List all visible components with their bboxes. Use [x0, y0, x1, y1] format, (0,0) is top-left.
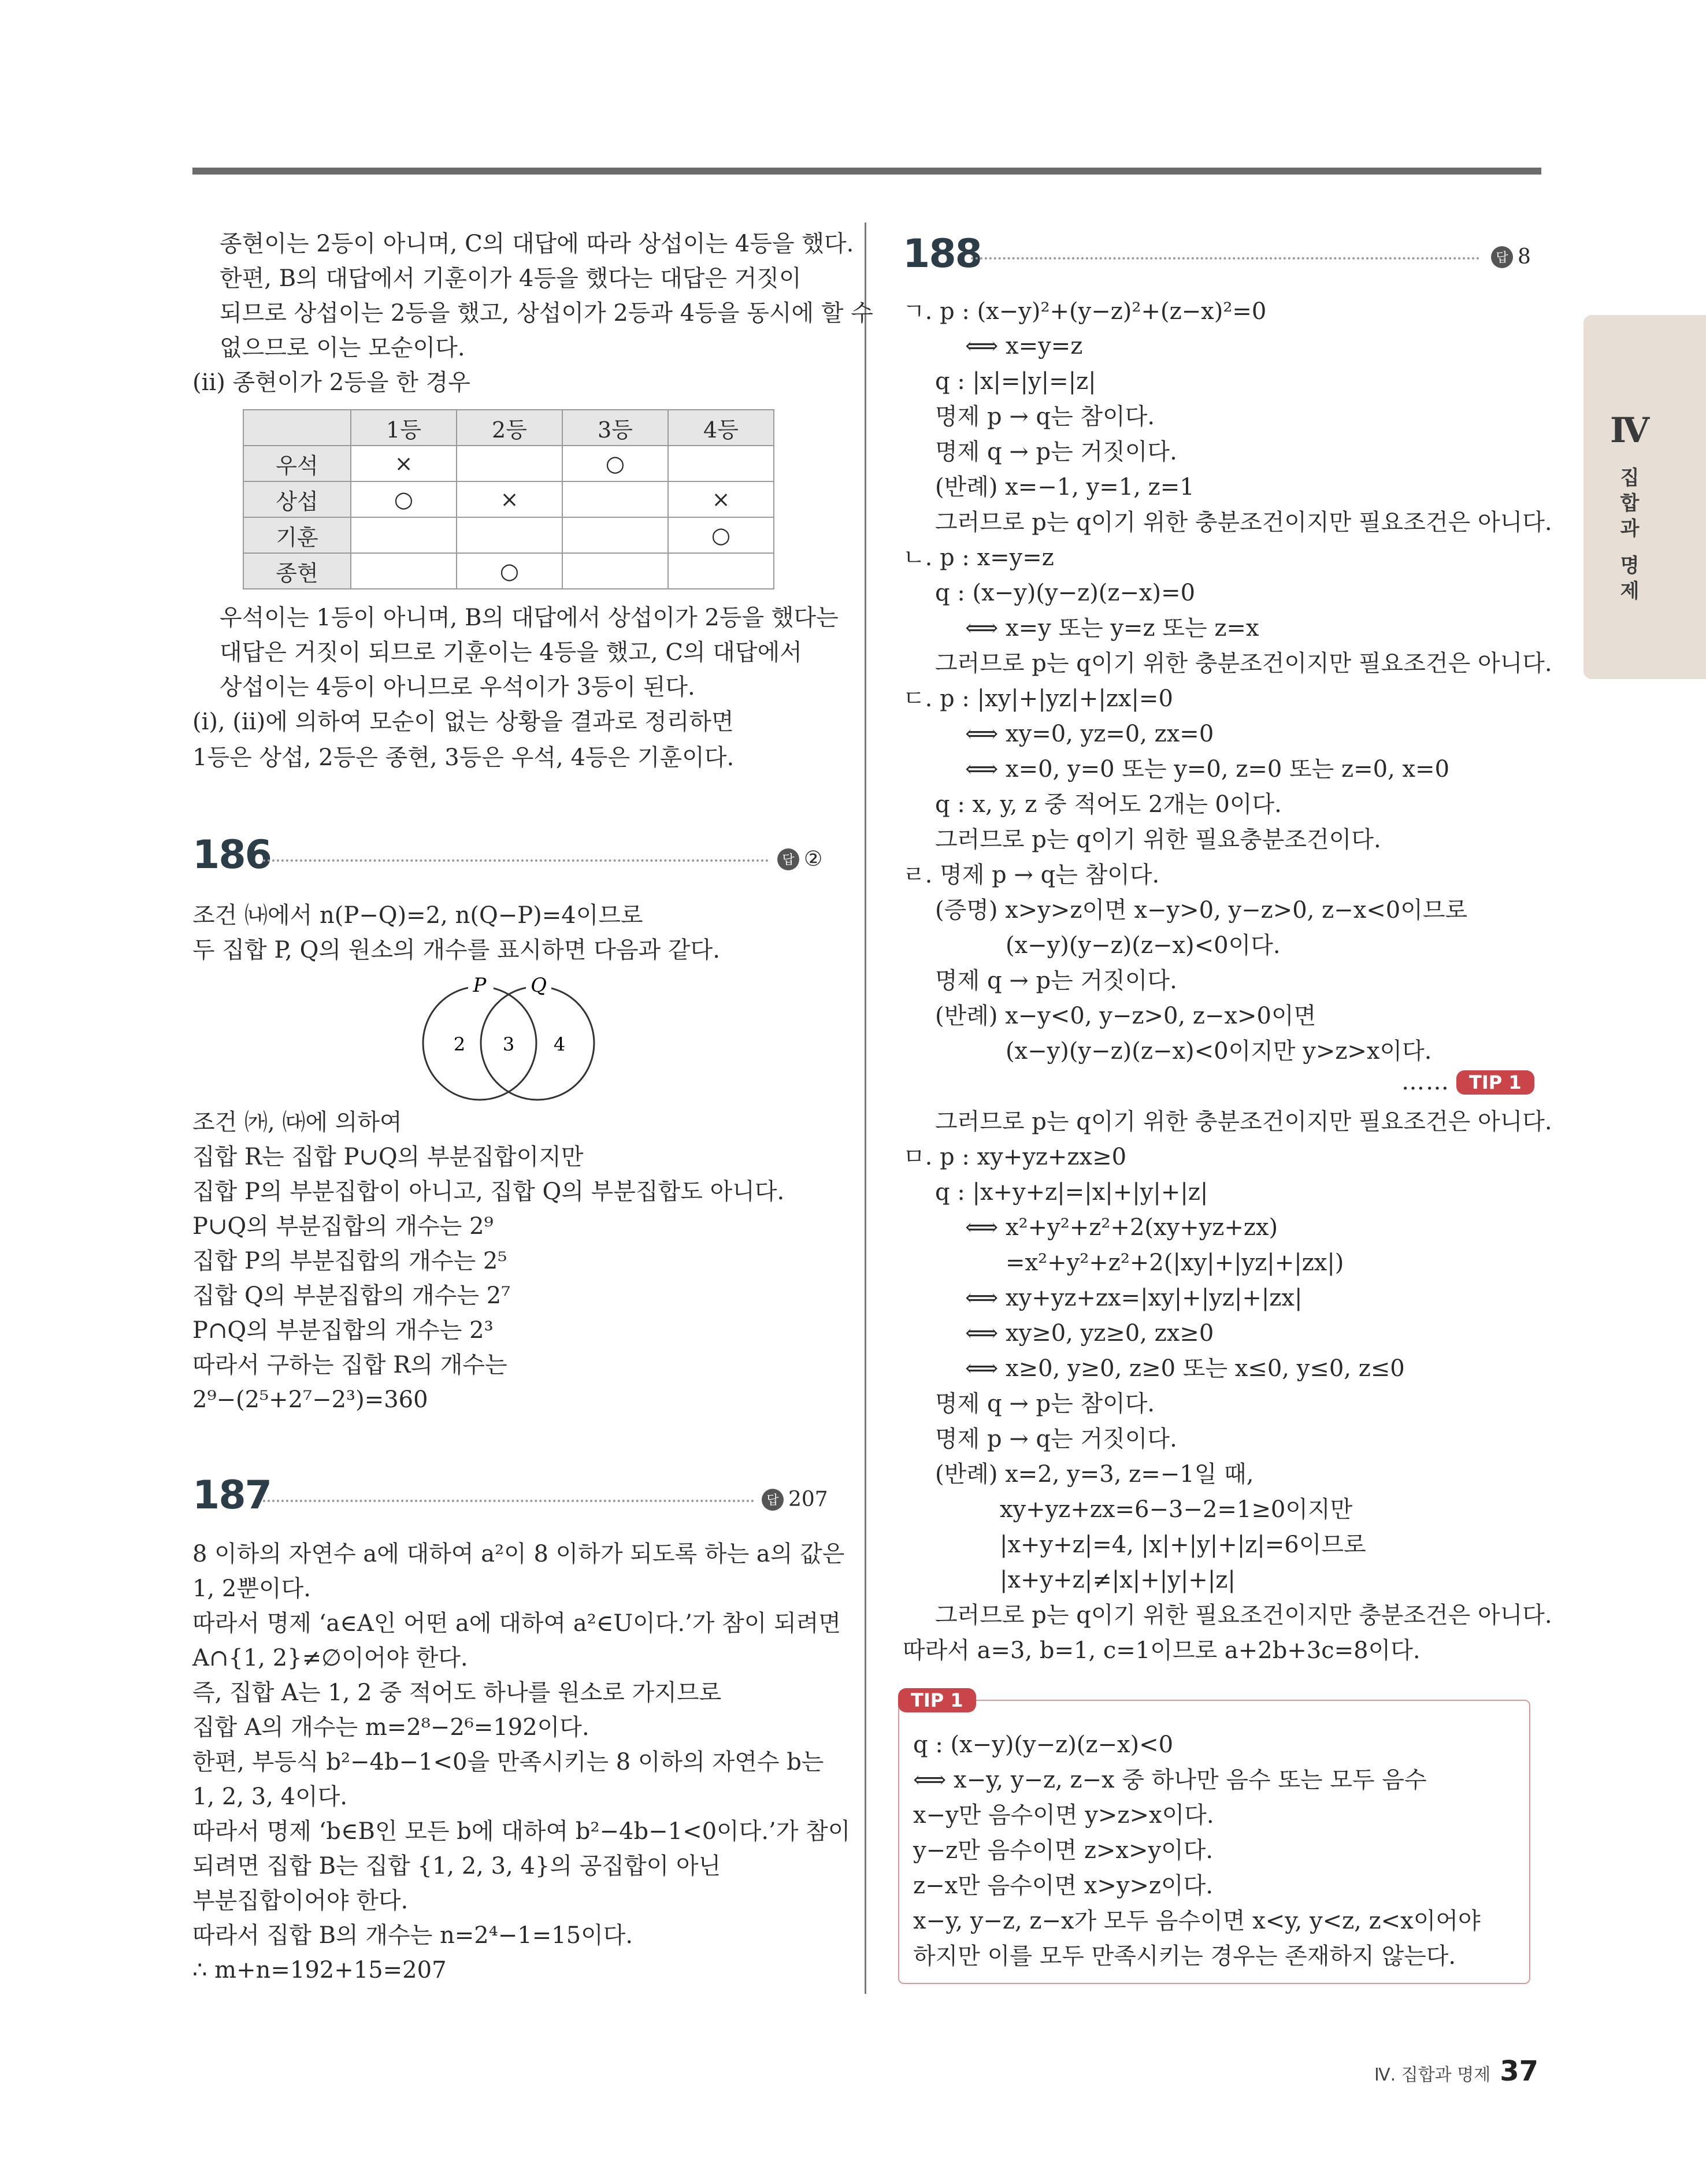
text-line: 1, 2뿐이다.: [192, 1575, 311, 1602]
text-line: 8 이하의 자연수 a에 대하여 a²이 8 이하가 되도록 하는 a의 값은: [192, 1541, 845, 1567]
text-line: q : x, y, z 중 적어도 2개는 0이다.: [935, 791, 1282, 818]
text-line: ……: [1401, 1069, 1450, 1095]
venn-diagram: [416, 977, 607, 1104]
rank-table: [243, 409, 774, 589]
top-rule: [192, 168, 1541, 175]
text-line: (ⅰ), (ⅱ)에 의하여 모순이 없는 상황을 결과로 정리하면: [192, 709, 734, 735]
answer-value: 207: [788, 1488, 828, 1511]
table-cell: [457, 517, 562, 553]
text-line: 우석이는 1등이 아니며, B의 대답에서 상섭이가 2등을 했다는: [220, 605, 839, 631]
text-line: y−z만 음수이면 z>x>y이다.: [913, 1837, 1214, 1864]
text-line: ⟺ xy=0, yz=0, zx=0: [965, 721, 1214, 747]
text-line: ⟺ xy+yz+zx=|xy|+|yz|+|zx|: [965, 1285, 1303, 1311]
text-line: P∩Q의 부분집합의 개수는 2³: [192, 1317, 494, 1344]
text-line: x−y만 음수이면 y>z>x이다.: [913, 1802, 1214, 1829]
text-line: (x−y)(y−z)(z−x)<0이지만 y>z>x이다.: [1006, 1038, 1432, 1065]
text-line: (반례) x−y<0, y−z>0, z−x>0이면: [935, 1003, 1316, 1029]
text-line: ⟺ x=y 또는 y=z 또는 z=x: [965, 615, 1259, 642]
text-line: q : (x−y)(y−z)(z−x)<0: [913, 1731, 1174, 1758]
text-line: A∩{1, 2}≠∅이어야 한다.: [192, 1645, 468, 1671]
text-line: q : (x−y)(y−z)(z−x)=0: [935, 580, 1196, 606]
text-line: 그러므로 p는 q이기 위한 필요충분조건이다.: [935, 826, 1381, 853]
text-line: ∴ m+n=192+15=207: [192, 1957, 447, 1983]
text-line: 1등은 상섭, 2등은 종현, 3등은 우석, 4등은 기훈이다.: [192, 744, 735, 771]
text-line: (x−y)(y−z)(z−x)<0이다.: [1006, 932, 1281, 959]
answer-icon: 답: [1491, 246, 1513, 268]
table-cell: [351, 553, 457, 589]
table-cell: ×: [351, 446, 457, 481]
answer-badge-186: [777, 847, 822, 871]
text-line: 그러므로 p는 q이기 위한 충분조건이지만 필요조건은 아니다.: [935, 650, 1552, 677]
text-line: x−y, y−z, z−x가 모두 음수이면 x<y, y<z, z<x이어야: [913, 1908, 1481, 1934]
text-line: 명제 q → p는 거짓이다.: [935, 439, 1177, 465]
text-line: 그러므로 p는 q이기 위한 충분조건이지만 필요조건은 아니다.: [935, 509, 1552, 536]
text-line: (ⅱ) 종현이가 2등을 한 경우: [192, 369, 470, 396]
text-line: 따라서 구하는 집합 R의 개수는: [192, 1352, 507, 1378]
chapter-vertical-title: [1583, 465, 1676, 604]
text-line: 명제 p → q는 참이다.: [935, 403, 1155, 430]
tip-box-label: TIP 1: [898, 1688, 976, 1712]
table-cell: ○: [351, 481, 457, 517]
table-row-header: 상섭: [243, 481, 351, 517]
table-header-row: [243, 410, 774, 446]
answer-value: ②: [804, 847, 823, 871]
text-line: ⟺ x≥0, y≥0, z≥0 또는 x≤0, y≤0, z≤0: [965, 1355, 1405, 1382]
text-line: q : |x|=|y|=|z|: [935, 368, 1096, 395]
text-line: ⟺ x²+y²+z²+2(xy+yz+zx): [965, 1214, 1278, 1241]
venn-circle-q: [481, 987, 594, 1100]
text-line: 1, 2, 3, 4이다.: [192, 1783, 348, 1810]
text-line: 집합 Q의 부분집합의 개수는 2⁷: [192, 1282, 511, 1309]
text-line: 따라서 명제 ‘a∈A인 어떤 a에 대하여 a²∈U이다.’가 참이 되려면: [192, 1610, 841, 1637]
venn-region-q-only: 4: [553, 1033, 566, 1055]
text-line: 명제 q → p는 거짓이다.: [935, 967, 1177, 994]
answer-icon: 답: [777, 848, 799, 870]
question-number-186: 186: [192, 832, 271, 878]
text-line: ⟺ x=y=z: [965, 333, 1083, 359]
text-line: ⟺ x=0, y=0 또는 y=0, z=0 또는 z=0, x=0: [965, 756, 1450, 783]
chapter-title-char: 합: [1620, 492, 1640, 515]
text-line: ㄹ. 명제 p → q는 참이다.: [903, 862, 1160, 888]
chapter-title-char: 집: [1620, 466, 1640, 490]
table-row-header: 우석: [243, 446, 351, 481]
table-header-cell: [243, 410, 351, 446]
table-cell: [351, 517, 457, 553]
text-line: 집합 R는 집합 P∪Q의 부분집합이지만: [192, 1144, 584, 1170]
venn-label-q: Q: [531, 977, 547, 997]
text-line: 없으므로 이는 모순이다.: [220, 335, 465, 361]
chapter-side-tab: [1583, 315, 1706, 679]
table-cell: [457, 446, 562, 481]
table-cell: ×: [457, 481, 562, 517]
table-header-cell: 4등: [668, 410, 774, 446]
answer-value: 8: [1518, 245, 1531, 269]
text-line: 종현이는 2등이 아니며, C의 대답에 따라 상섭이는 4등을 했다.: [220, 231, 854, 257]
text-line: 집합 P의 부분집합이 아니고, 집합 Q의 부분집합도 아니다.: [192, 1178, 785, 1205]
text-line: 집합 P의 부분집합의 개수는 2⁵: [192, 1248, 507, 1274]
question-number-187: 187: [192, 1473, 271, 1518]
table-row: [243, 446, 774, 481]
text-line: z−x만 음수이면 x>y>z이다.: [913, 1872, 1214, 1899]
text-line: 한편, B의 대답에서 기훈이가 4등을 했다는 대답은 거짓이: [220, 265, 802, 292]
column-divider: [865, 223, 866, 1994]
table-header-cell: 3등: [562, 410, 668, 446]
table-cell: ×: [668, 481, 774, 517]
text-line: 되므로 상섭이는 2등을 했고, 상섭이가 2등과 4등을 동시에 할 수: [220, 300, 873, 327]
header-dotted-leader: [971, 257, 1479, 259]
text-line: 조건 ㈏에서 n(P−Q)=2, n(Q−P)=4이므로: [192, 902, 643, 929]
text-line: |x+y+z|=4, |x|+|y|+|z|=6이므로: [1000, 1532, 1366, 1558]
text-line: 그러므로 p는 q이기 위한 충분조건이지만 필요조건은 아니다.: [935, 1108, 1552, 1135]
table-cell: ○: [457, 553, 562, 589]
tip-reference-badge[interactable]: TIP 1: [1456, 1070, 1534, 1095]
table-header-cell: 2등: [457, 410, 562, 446]
text-line: 명제 q → p는 참이다.: [935, 1391, 1155, 1417]
text-line: =x²+y²+z²+2(|xy|+|yz|+|zx|): [1006, 1249, 1344, 1276]
chapter-title-char: 과: [1620, 517, 1640, 540]
venn-circle-p: [423, 987, 536, 1100]
text-line: 부분집합이어야 한다.: [192, 1888, 409, 1914]
text-line: xy+yz+zx=6−3−2=1≥0이지만: [1000, 1496, 1353, 1523]
table-cell: [668, 446, 774, 481]
table-row-header: 종현: [243, 553, 351, 589]
venn-region-intersection: 3: [502, 1033, 515, 1055]
chapter-title-char: 명: [1620, 554, 1640, 577]
text-line: 따라서 명제 ‘b∈B인 모든 b에 대하여 b²−4b−1<0이다.’가 참이: [192, 1818, 851, 1845]
text-line: (반례) x=−1, y=1, z=1: [935, 474, 1195, 500]
text-line: (증명) x>y>z이면 x−y>0, y−z>0, z−x<0이므로: [935, 897, 1468, 924]
table-row: [243, 553, 774, 589]
text-line: 즉, 집합 A는 1, 2 중 적어도 하나를 원소로 가지므로: [192, 1679, 722, 1706]
text-line: 2⁹−(2⁵+2⁷−2³)=360: [192, 1386, 428, 1413]
text-line: ㄴ. p : x=y=z: [903, 544, 1054, 571]
answer-badge-187: [762, 1488, 828, 1511]
chapter-title-char: 제: [1620, 580, 1640, 603]
text-line: ㅁ. p : xy+yz+zx≥0: [903, 1144, 1127, 1170]
text-line: ⟺ xy≥0, yz≥0, zx≥0: [965, 1320, 1214, 1347]
venn-region-p-only: 2: [453, 1033, 466, 1055]
table-cell: [562, 517, 668, 553]
text-line: 명제 p → q는 거짓이다.: [935, 1426, 1177, 1452]
text-line: 따라서 a=3, b=1, c=1이므로 a+2b+3c=8이다.: [903, 1637, 1421, 1664]
page-number: 37: [1500, 2055, 1538, 2087]
table-header-cell: 1등: [351, 410, 457, 446]
table-row: [243, 517, 774, 553]
chapter-roman-numeral: Ⅳ: [1609, 410, 1650, 451]
chapter-title-gap: [1583, 542, 1676, 553]
table-cell: [562, 553, 668, 589]
text-line: 그러므로 p는 q이기 위한 필요조건이지만 충분조건은 아니다.: [935, 1602, 1552, 1629]
text-line: 대답은 거짓이 되므로 기훈이는 4등을 했고, C의 대답에서: [220, 639, 802, 666]
table-row: [243, 481, 774, 517]
text-line: q : |x+y+z|=|x|+|y|+|z|: [935, 1179, 1208, 1206]
footer-section: Ⅳ. 집합과 명제: [1374, 2065, 1491, 2085]
text-line: (반례) x=2, y=3, z=−1일 때,: [935, 1461, 1254, 1488]
table-row-header: 기훈: [243, 517, 351, 553]
page-footer: [1374, 2055, 1538, 2087]
text-line: ⟺ x−y, y−z, z−x 중 하나만 음수 또는 모두 음수: [913, 1767, 1427, 1793]
venn-label-p: P: [473, 977, 487, 997]
table-cell: ○: [562, 446, 668, 481]
text-line: 하지만 이를 모두 만족시키는 경우는 존재하지 않는다.: [913, 1943, 1456, 1970]
text-line: 따라서 집합 B의 개수는 n=2⁴−1=15이다.: [192, 1922, 633, 1949]
header-dotted-leader: [263, 859, 769, 862]
text-line: 되려면 집합 B는 집합 {1, 2, 3, 4}의 공집합이 아닌: [192, 1853, 721, 1879]
text-line: ㄱ. p : (x−y)²+(y−z)²+(z−x)²=0: [903, 298, 1267, 325]
table-cell: [668, 553, 774, 589]
text-line: P∪Q의 부분집합의 개수는 2⁹: [192, 1213, 494, 1240]
text-line: |x+y+z|≠|x|+|y|+|z|: [1000, 1567, 1236, 1593]
table-cell: [562, 481, 668, 517]
text-line: 두 집합 P, Q의 원소의 개수를 표시하면 다음과 같다.: [192, 937, 720, 963]
text-line: ㄷ. p : |xy|+|yz|+|zx|=0: [903, 685, 1173, 712]
table-cell: ○: [668, 517, 774, 553]
answer-badge-188: [1491, 245, 1531, 269]
answer-icon: 답: [762, 1489, 784, 1511]
text-line: 한편, 부등식 b²−4b−1<0을 만족시키는 8 이하의 자연수 b는: [192, 1749, 824, 1775]
question-number-188: 188: [903, 231, 981, 277]
header-dotted-leader: [263, 1500, 754, 1502]
text-line: 조건 ㈎, ㈐에 의하여: [192, 1109, 402, 1136]
text-line: 상섭이는 4등이 아니므로 우석이가 3등이 된다.: [220, 674, 695, 700]
text-line: 집합 A의 개수는 m=2⁸−2⁶=192이다.: [192, 1714, 589, 1741]
